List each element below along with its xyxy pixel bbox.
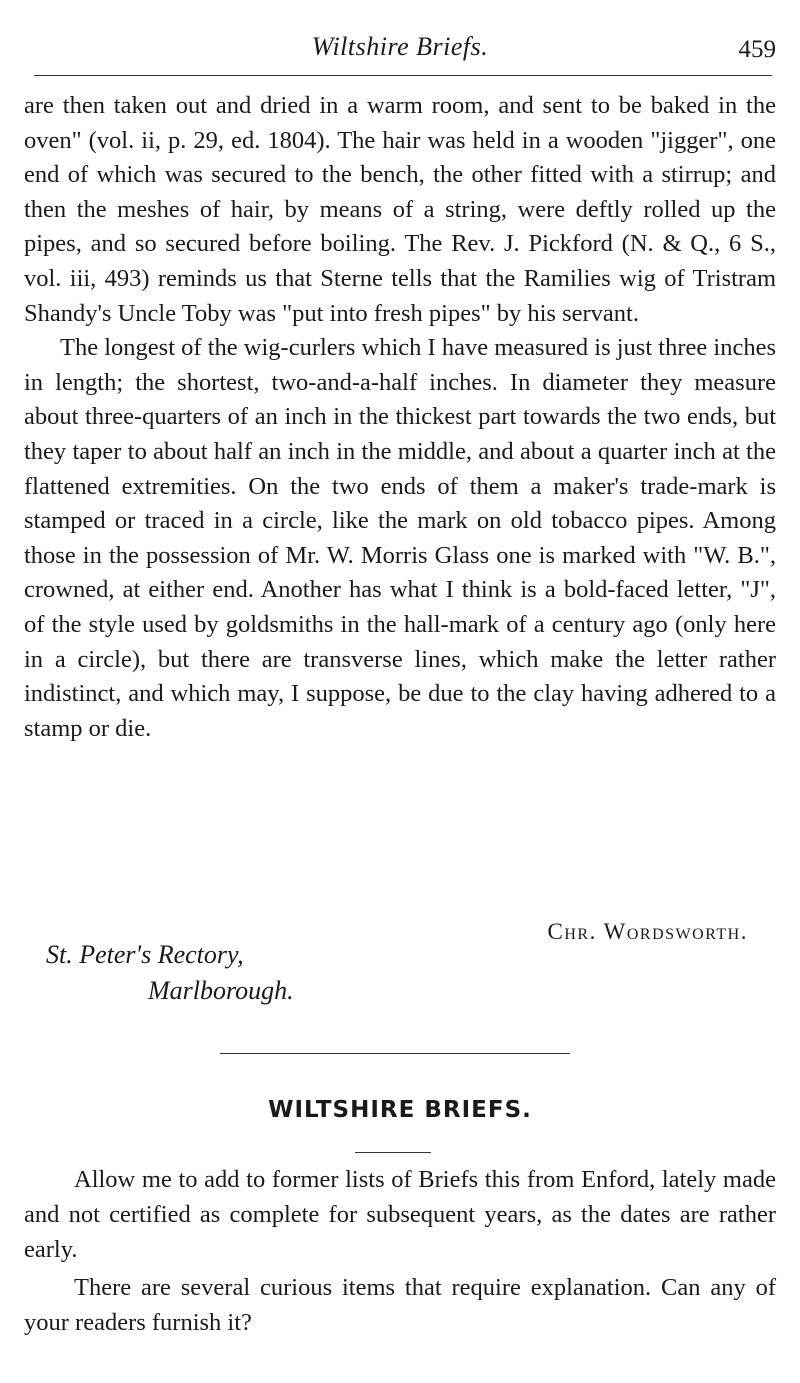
section-divider xyxy=(220,1053,570,1054)
header-rule xyxy=(34,75,772,76)
section-heading: WILTSHIRE BRIEFS. xyxy=(268,1097,532,1123)
running-head xyxy=(0,30,800,66)
address-line-1: St. Peter's Rectory, xyxy=(46,940,244,969)
article-body xyxy=(24,89,776,746)
paragraph-continued: are then taken out and dried in a warm room, and sent to be baked in the oven" (vol. ii, p. 29, ed. 1804). The hair was held in a wooden "jigger", one end of which was secured to the bench, the other fitted with a stirrup; and then the meshes of hair, by means of a string, were deftly rolled up the pipes, and so secured before boiling. The Rev. J. Pickford (N. & Q., 6 S., vol. iii, 493) reminds us that Sterne tells that the Ramilies wig of Tristram Shandy's Uncle Toby was "put into fresh pipes" by his servant. xyxy=(24,92,776,327)
heading-underline xyxy=(355,1152,431,1153)
author-signature: Chr. Wordsworth. xyxy=(547,919,748,944)
page-number: 459 xyxy=(738,36,776,63)
address-line-2: Marlborough. xyxy=(148,976,294,1005)
section-body xyxy=(24,1163,776,1341)
paragraph-briefs-question: There are several curious items that require explanation. Can any of your readers furnish it? xyxy=(24,1274,776,1337)
running-title: Wiltshire Briefs. xyxy=(311,32,489,61)
paragraph-briefs-intro: Allow me to add to former lists of Briefs this from Enford, lately made and not certified as complete for subsequent years, as the dates are rather early. xyxy=(24,1166,776,1263)
paragraph-wig-curlers: The longest of the wig-curlers which I have measured is just three inches in length; the shortest, two-and-a-half inches. In diameter they measure about three-quarters of an inch in the thickest part towards the two ends, but they taper to about half an inch in the middle, and about a quarter inch at the flattened extremities. On the two ends of them a maker's trade-mark is stamped or traced in a circle, like the mark on old tobacco pipes. Among those in the possession of Mr. W. Morris Glass one is marked with "W. B.", crowned, at either end. Another has what I think is a bold-faced letter, "J", of the style used by goldsmiths in the hall-mark of a century ago (only here in a circle), but there are transverse lines, which make the letter rather indistinct, and which may, I suppose, be due to the clay having adhered to a stamp or die. xyxy=(24,334,776,742)
